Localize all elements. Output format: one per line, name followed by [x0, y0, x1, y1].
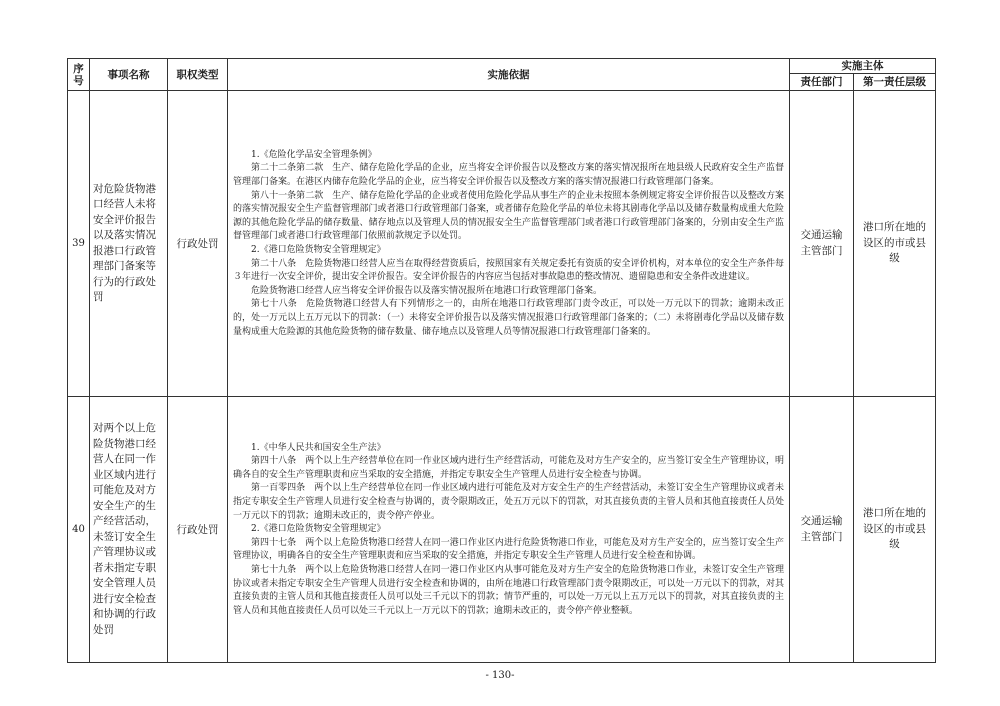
basis-paragraph: 1.《中华人民共和国安全生产法》 — [251, 442, 386, 453]
basis-paragraph: 第七十九条 两个以上危险货物港口经营人在同一港口作业区内从事可能危及对方生产安全的危险货物港口作业，未签订安全生产管理协议或者未指定专职安全生产管理人员进行安全检查和协调的，由所在地港口行政管理部门责令限期改正，可以处一万元以下的罚款，对其直接负责的主管人员和其他直接责任人员可以处三千元以下的罚款；情节严重的，可以处一万元以上五万元以下的罚款，对其直接负责的主管人员和其他直接责任人员可以处三千元以上一万元以下的罚款；逾期未改正的，责令停产停业整顿。 — [233, 564, 784, 616]
table-row — [68, 397, 936, 663]
authority-table — [67, 58, 936, 663]
legal-basis — [228, 91, 790, 397]
authority-type: 行政处罚 — [168, 91, 228, 397]
basis-paragraph: 第一百零四条 两个以上生产经营单位在同一作业区域内进行可能危及对方安全生产的生产经营活动，未签订安全生产管理协议或者未指定专职安全生产管理人员进行安全检查与协调的，责令限期改正，处五万元以下的罚款，对其直接负责的主管人员和其他直接责任人员处一万元以下的罚款；逾期未改正的，责令停产停业。 — [233, 483, 784, 521]
header-no: 序号 — [68, 59, 90, 91]
header-subject: 实施主体 — [790, 59, 936, 74]
responsible-dept: 交通运输主管部门 — [790, 397, 854, 663]
basis-paragraph: 第四十八条 两个以上生产经营单位在同一作业区域内进行生产经营活动，可能危及对方生产安全的，应当签订安全生产管理协议，明确各自的安全生产管理职责和应当采取的安全措施，并指定专职安全生产管理人员进行安全检查与协调。 — [233, 456, 784, 480]
responsible-dept: 交通运输主管部门 — [790, 91, 854, 397]
responsibility-level: 港口所在地的设区的市或县级 — [854, 91, 936, 397]
basis-paragraph: 第七十八条 危险货物港口经营人有下列情形之一的，由所在地港口行政管理部门责令改正，可以处一万元以下的罚款；逾期未改正的，处一万元以上五万元以下的罚款：（一）未将安全评价报告以及落实情况报港口行政管理部门备案的；（二）未将剧毒化学品以及储存数量构成重大危险源的其他危险货物的储存数量、储存地点以及管理人员等情况报港口行政管理部门备案的。 — [233, 299, 784, 337]
basis-paragraph: 第四十七条 两个以上危险货物港口经营人在同一港口作业区内进行危险货物港口作业，可能危及对方生产安全的，应当签订安全生产管理协议，明确各自的安全生产管理职责和应当采取的安全措施，并指定专职安全生产管理人员进行安全检查和协调。 — [233, 537, 784, 562]
legal-basis — [228, 397, 790, 663]
basis-paragraph: 2.《港口危险货物安全管理规定》 — [251, 524, 386, 535]
header-basis: 实施依据 — [228, 59, 790, 91]
header-name: 事项名称 — [90, 59, 168, 91]
table-row — [68, 91, 936, 397]
basis-paragraph: 第二十八条 危险货物港口经营人应当在取得经营资质后，按照国家有关规定委托有资质的安全评价机构，对本单位的安全生产条件每３年进行一次安全评价，提出安全评价报告。安全评价报告的内容应当包括对事故隐患的整改情况、遗留隐患和安全条件改进建议。 — [233, 258, 784, 283]
item-name: 对两个以上危险货物港口经营人在同一作业区域内进行可能危及对方安全生产的生产经营活动，未签订安全生产管理协议或者未指定专职安全管理人员进行安全检查和协调的行政处罚 — [90, 397, 168, 663]
page-number: - 130- — [485, 670, 515, 681]
basis-paragraph: 危险货物港口经营人应当将安全评价报告以及落实情况报所在地港口行政管理部门备案。 — [251, 285, 603, 296]
basis-paragraph: 第八十一条第二款 生产、储存危险化学品的企业或者使用危险化学品从事生产的企业未按照本条例规定将安全评价报告以及整改方案的落实情况报安全生产监督管理部门或者港口行政管理部门备案，或者储存危险化学品的单位未将其剧毒化学品以及储存数量构成重大危险源的其他危险化学品的储存数量、储存地点以及管理人员的情况报安全生产监督管理部门或者港口行政管理部门备案的，分别由安全生产监督管理部门或者港口行政管理部门依照前款规定予以处罚。 — [233, 190, 784, 242]
basis-paragraph: 1.《危险化学品安全管理条例》 — [251, 149, 377, 160]
header-type: 职权类型 — [168, 59, 228, 91]
basis-paragraph: 2.《港口危险货物安全管理规定》 — [251, 245, 386, 255]
item-name: 对危险货物港口经营人未将安全评价报告以及落实情况报港口行政管理部门备案等行为的行政处罚 — [90, 91, 168, 397]
row-number: 40 — [68, 397, 90, 663]
responsibility-level: 港口所在地的设区的市或县级 — [854, 397, 936, 663]
basis-paragraph: 第二十二条第二款 生产、储存危险化学品的企业，应当将安全评价报告以及整改方案的落实情况报所在地县级人民政府安全生产监督管理部门备案。在港区内储存危险化学品的企业，应当将安全评价报告以及整改方案的落实情况报港口行政管理部门备案。 — [233, 163, 784, 188]
row-number: 39 — [68, 91, 90, 397]
authority-type: 行政处罚 — [168, 397, 228, 663]
header-dept: 责任部门 — [790, 74, 854, 91]
header-level: 第一责任层级 — [854, 74, 936, 91]
